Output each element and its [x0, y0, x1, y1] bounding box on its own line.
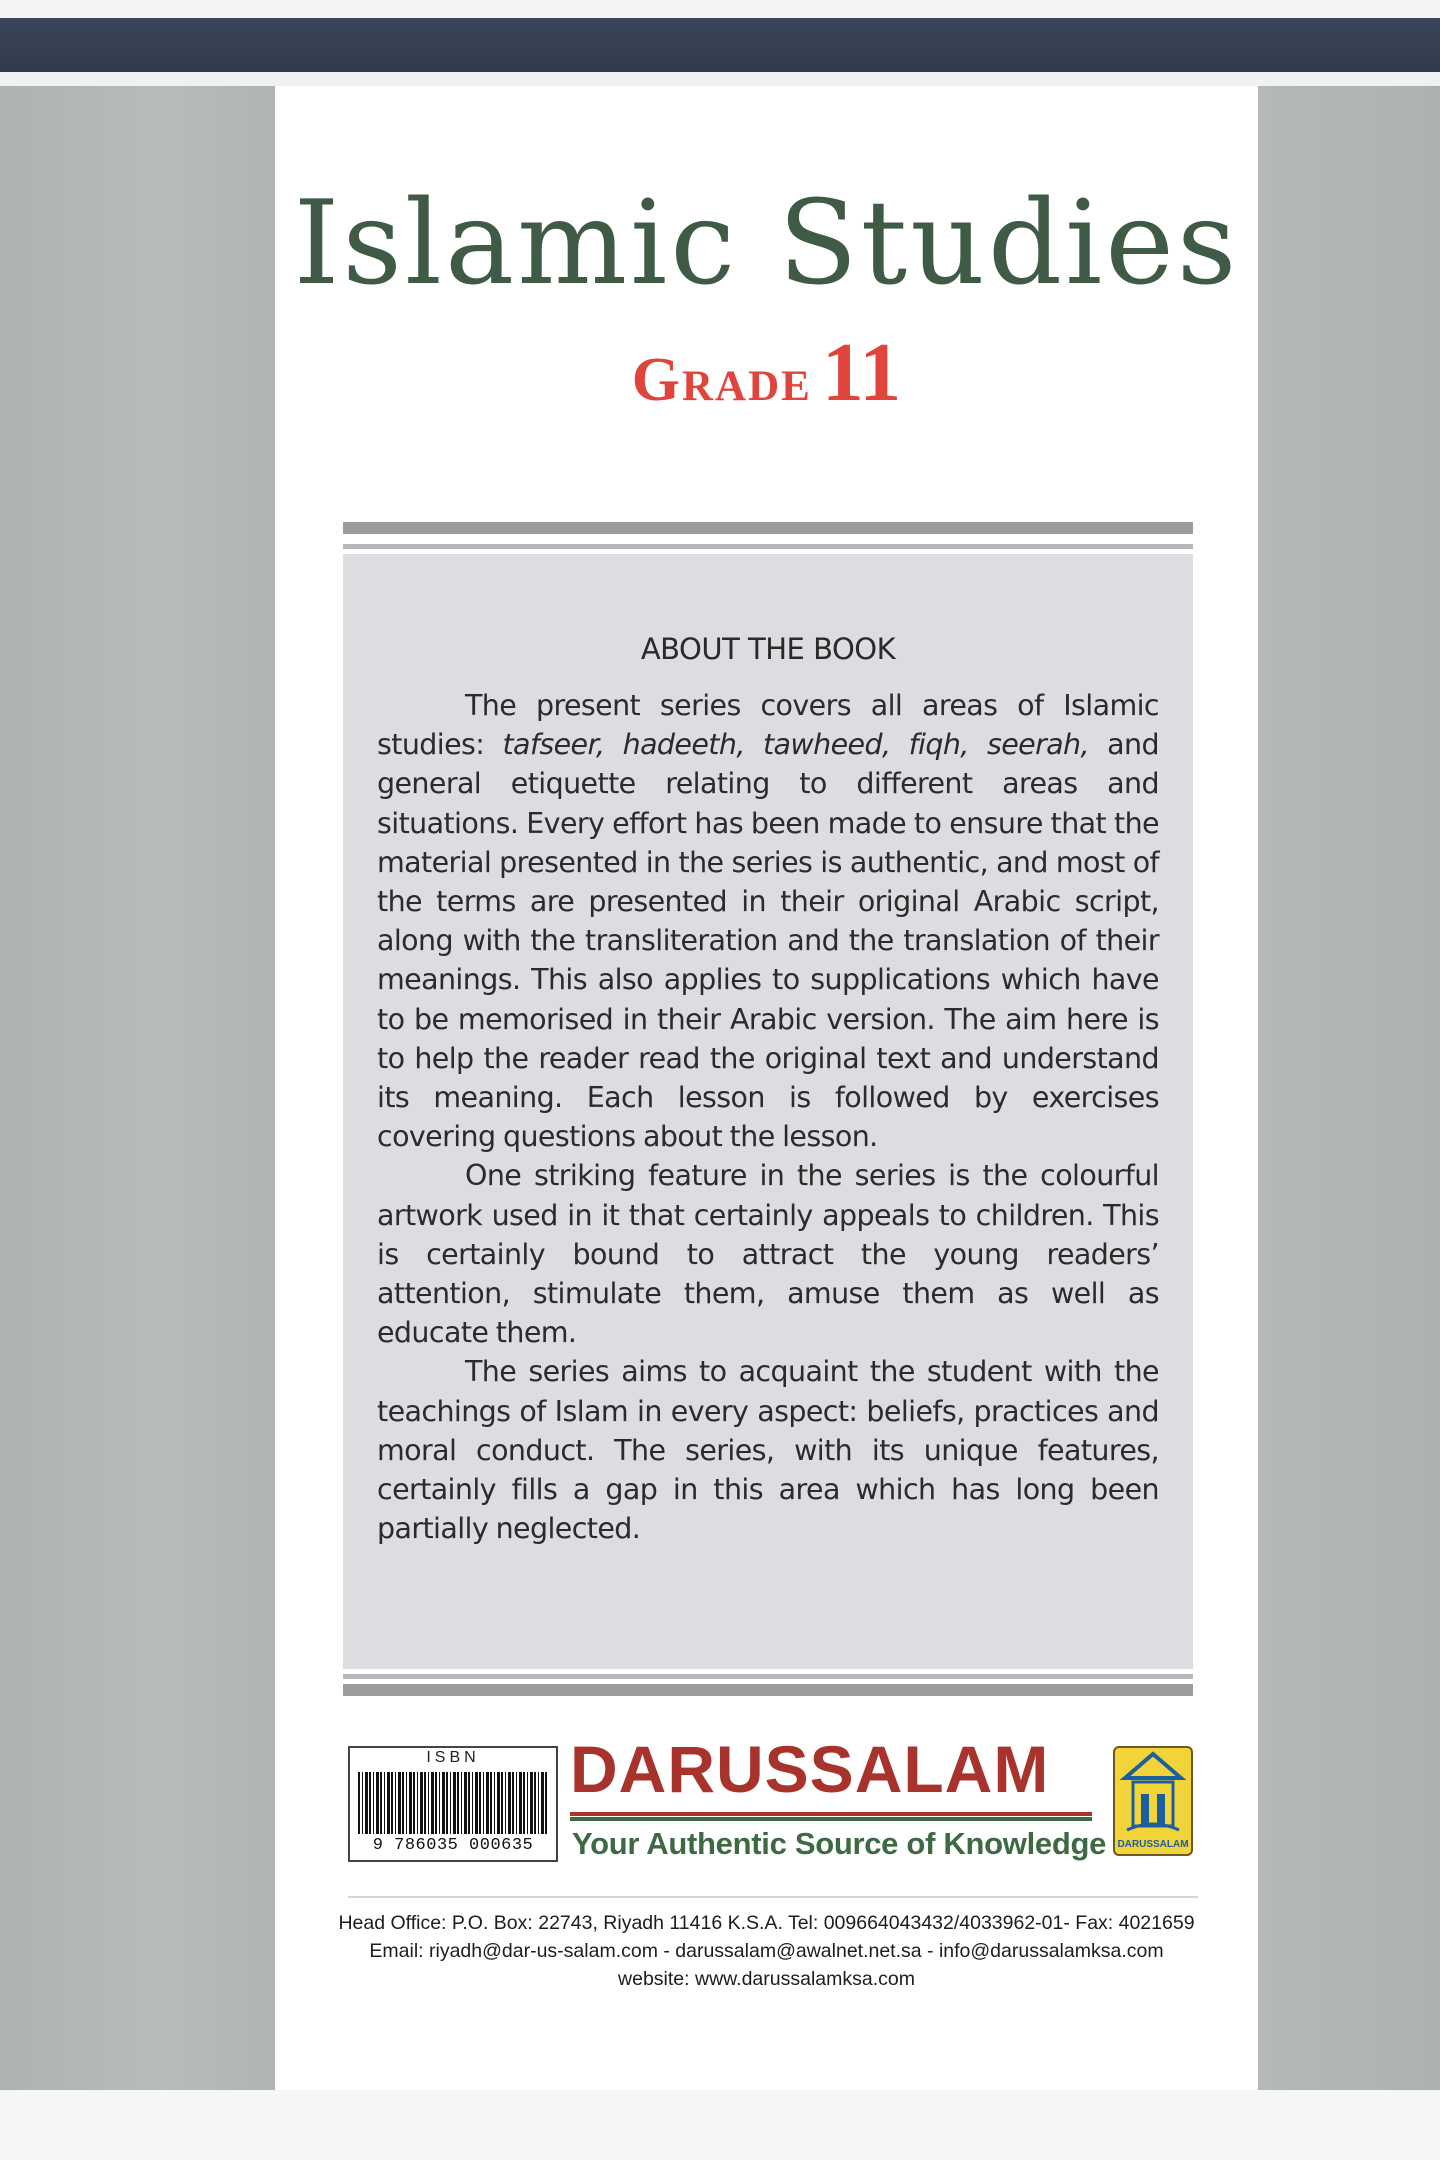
brand-rule-red — [570, 1812, 1092, 1816]
publisher-brand — [570, 1732, 1110, 1871]
cover-flap-right — [1258, 86, 1440, 2090]
about-top-bar — [343, 522, 1193, 534]
mosque-emblem-icon — [1115, 1748, 1191, 1838]
contact-divider — [348, 1896, 1198, 1898]
book-title: Islamic Studies — [293, 176, 1240, 311]
about-paragraph-1 — [377, 686, 1159, 1156]
publisher-name: DARUSSALAM — [570, 1732, 1050, 1806]
about-p1-after: and general etiquette relating to different areas and situations. Every effort has been made to ensure that the material presented in the series is authentic, and most of the terms are presented in their original Arabic script, along with the transliteration and the translation of their meanings. This also applies to supplications which have to be memorised in their Arabic version. The aim here is to help the reader read the original text and understand its meaning. Each lesson is followed by exercises covering questions about the lesson. — [377, 728, 1159, 1154]
logo-label: DARUSSALAM — [1117, 1839, 1189, 1850]
about-body — [377, 686, 1159, 1548]
about-top-thin-bar — [343, 544, 1193, 549]
scan-top-gap — [0, 72, 1440, 86]
publisher-block — [348, 1732, 1198, 1871]
isbn-barcode — [348, 1746, 558, 1862]
publisher-logo-icon — [1113, 1746, 1193, 1856]
publisher-tagline: Your Authentic Source of Knowledge — [572, 1826, 1107, 1861]
about-panel — [343, 554, 1193, 1669]
cover-flap-left — [0, 86, 275, 2090]
scan-top-band — [0, 18, 1440, 72]
grade-word: Grade — [631, 346, 812, 414]
back-cover — [275, 86, 1258, 2090]
barcode-bars — [358, 1772, 548, 1834]
about-p1-terms: tafseer, hadeeth, tawheed, fiqh, seerah, — [502, 728, 1089, 762]
isbn-digits: 9 786035 000635 — [372, 1836, 534, 1855]
about-bottom-thin-bar — [343, 1674, 1193, 1679]
brand-rule-green — [570, 1817, 1092, 1821]
isbn-label: ISBN — [426, 1749, 480, 1766]
about-section — [343, 522, 1193, 1702]
about-paragraph-2: One striking feature in the series is the colourful artwork used in it that certainly appeals to children. This is certainly bound to attract the young readers’ attention, stimulate them, amuse them as well as educate them. — [377, 1159, 1159, 1350]
scan-bottom-gap — [0, 2090, 1440, 2160]
book-grade — [275, 326, 1258, 419]
contact-website: website: www.darussalamksa.com — [618, 1968, 915, 1990]
about-bottom-bar — [343, 1684, 1193, 1696]
about-heading: ABOUT THE BOOK — [640, 632, 896, 666]
grade-number: 11 — [821, 326, 902, 419]
about-p1-before: The present series covers all areas of Islamic studies: — [377, 689, 1159, 762]
contact-info — [275, 1909, 1258, 1993]
contact-email: Email: riyadh@dar-us-salam.com - darussalam@awalnet.net.sa - info@darussalamksa.com — [369, 1940, 1164, 1962]
contact-head-office: Head Office: P.O. Box: 22743, Riyadh 11416 K.S.A. Tel: 009664043432/4033962-01- Fax: 4021659 — [338, 1912, 1195, 1934]
about-paragraph-3: The series aims to acquaint the student with the teachings of Islam in every aspect: beliefs, practices and moral conduct. The series, with its unique features, certainly fills a gap in this area which has long been partially neglected. — [377, 1355, 1159, 1546]
